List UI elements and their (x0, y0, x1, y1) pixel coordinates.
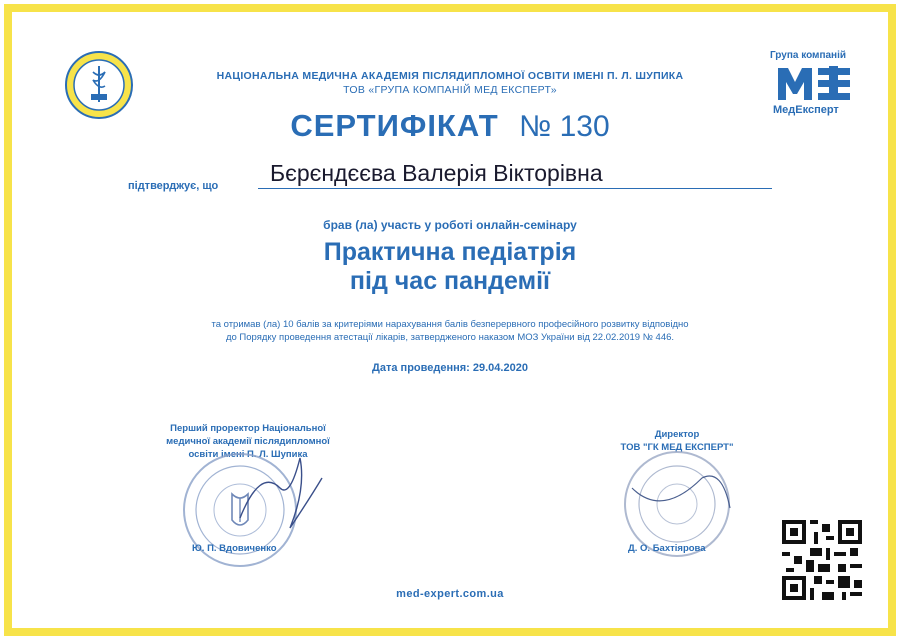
brand-name: МедЕксперт (773, 104, 839, 116)
right-title-line-2: ТОВ "ГК МЕД ЕКСПЕРТ" (620, 442, 734, 453)
brand-group-label: Група компаній (770, 50, 847, 61)
confirm-label: підтверджує, що (128, 180, 219, 192)
points-line-2: до Порядку проведення атестації лікарів, затвердженого наказом МОЗ України від 22.02.2019 № 446. (225, 332, 675, 343)
brand-logo (776, 64, 852, 102)
course-title-line-2: під час пандемії (349, 267, 551, 295)
participation-text: брав (ла) участь у роботі онлайн-семінару (323, 218, 577, 232)
left-title-line-1: Перший проректор Національної (170, 423, 326, 434)
certificate-title: СЕРТИФІКАТ (290, 108, 499, 143)
course-title (0, 238, 900, 296)
event-date: Дата проведення: 29.04.2020 (372, 362, 528, 374)
points-statement (0, 318, 900, 344)
certificate-heading (0, 108, 900, 144)
org-name-line-2: ТОВ «ГРУПА КОМПАНІЙ МЕД ЕКСПЕРТ» (343, 84, 557, 96)
recipient-name: Бєрєндєєва Валерія Вікторівна (270, 160, 603, 186)
name-underline (258, 188, 772, 189)
left-signature-scribble (230, 448, 330, 538)
website-link[interactable]: med-expert.com.ua (396, 588, 504, 600)
left-title-line-3: освіти імені П. Л. Шупика (188, 449, 308, 460)
right-title-line-1: Директор (654, 429, 700, 440)
right-signatory-name: Д. О. Бахтіярова (628, 543, 706, 554)
certificate-number: № 130 (519, 110, 610, 143)
left-title-line-2: медичної академії післядипломної (166, 436, 330, 447)
points-line-1: та отримав (ла) 10 балів за критеріями нарахування балів безперервного професійного розвитку відповідно (211, 319, 689, 330)
course-title-line-1: Практична педіатрія (323, 238, 577, 266)
org-name-line-1: НАЦІОНАЛЬНА МЕДИЧНА АКАДЕМІЯ ПІСЛЯДИПЛОМНОЇ ОСВІТИ ІМЕНІ П. Л. ШУПИКА (216, 70, 684, 82)
left-signatory-name: Ю. П. Вдовиченко (192, 543, 277, 554)
